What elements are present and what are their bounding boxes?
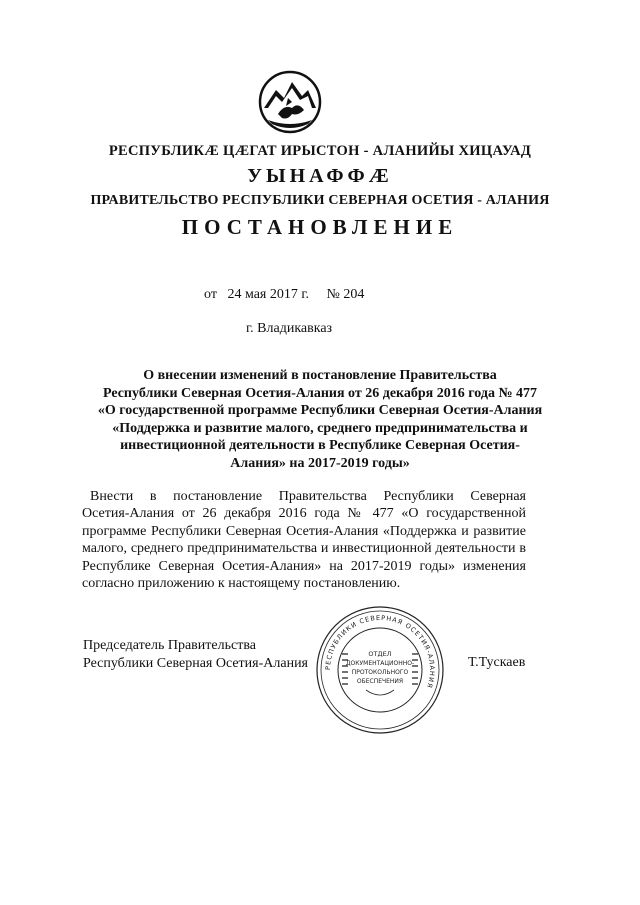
stamp-center-line: ОТДЕЛ bbox=[368, 650, 392, 658]
coat-of-arms-emblem bbox=[258, 68, 322, 136]
decree-subject-title bbox=[60, 367, 580, 472]
decree-number: № 204 bbox=[326, 287, 365, 302]
body-line: Республике Северная Осетия-Алания» на 2017-2019 годы» изменения bbox=[82, 558, 526, 574]
title-line: Алания» на 2017-2019 годы» bbox=[230, 455, 410, 471]
header-decree-title: ПОСТАНОВЛЕНИЕ bbox=[181, 215, 459, 239]
stamp-center-line: ПРОТОКОЛЬНОГО bbox=[351, 669, 409, 676]
decree-body bbox=[82, 488, 526, 592]
date-line bbox=[204, 287, 364, 303]
official-stamp bbox=[314, 604, 446, 736]
signature-position bbox=[83, 637, 308, 673]
date-prefix: от bbox=[204, 287, 217, 302]
signature-position-line: Председатель Правительства bbox=[83, 638, 256, 653]
city: г. Владикавказ bbox=[246, 321, 333, 336]
decree-date: 24 мая 2017 г. bbox=[227, 287, 310, 302]
title-line: инвестиционной деятельности в Республике Северная Осетия- bbox=[120, 438, 520, 453]
header-ossetian-decree: УЫНАФФӔ bbox=[247, 165, 393, 187]
title-line: «Поддержка и развитие малого, среднего предпринимательства и bbox=[112, 420, 528, 436]
title-line: «О государственной программе Республики Северная Осетия-Алания bbox=[97, 403, 543, 418]
stamp-center-line: ОБЕСПЕЧЕНИЯ bbox=[356, 678, 404, 685]
signature-position-line: Республики Северная Осетия-Алания bbox=[83, 656, 308, 671]
header-ossetian-republic: РЕСПУБЛИКӔ ЦӔГАТ ИРЫСТОН - АЛАНИЙЫ ХИЦАУАД bbox=[108, 143, 532, 159]
title-line: О внесении изменений в постановление Правительства bbox=[143, 368, 497, 383]
title-line: Республики Северная Осетия-Алания от 26 декабря 2016 года № 477 bbox=[102, 385, 538, 401]
body-line: программе Республики Северная Осетия-Алания «Поддержка и развитие bbox=[82, 523, 526, 539]
body-line: малого, среднего предпринимательства и инвестиционной деятельности в bbox=[82, 541, 526, 557]
body-line: Осетия-Алания от 26 декабря 2016 года № 477 «О государственной bbox=[82, 506, 526, 522]
body-line: согласно приложению к настоящему постановлению. bbox=[82, 576, 401, 592]
stamp-center-line: ДОКУМЕНТАЦИОННО- bbox=[345, 660, 415, 667]
stamp-ring-text: РЕСПУБЛИКИ СЕВЕРНАЯ ОСЕТИЯ-АЛАНИЯ bbox=[323, 613, 437, 690]
signatory-name: Т.Тускаев bbox=[468, 655, 526, 670]
body-line: Внести в постановление Правительства Республики Северная bbox=[90, 489, 526, 504]
header-government: ПРАВИТЕЛЬСТВО РЕСПУБЛИКИ СЕВЕРНАЯ ОСЕТИЯ - АЛАНИЯ bbox=[90, 193, 550, 208]
